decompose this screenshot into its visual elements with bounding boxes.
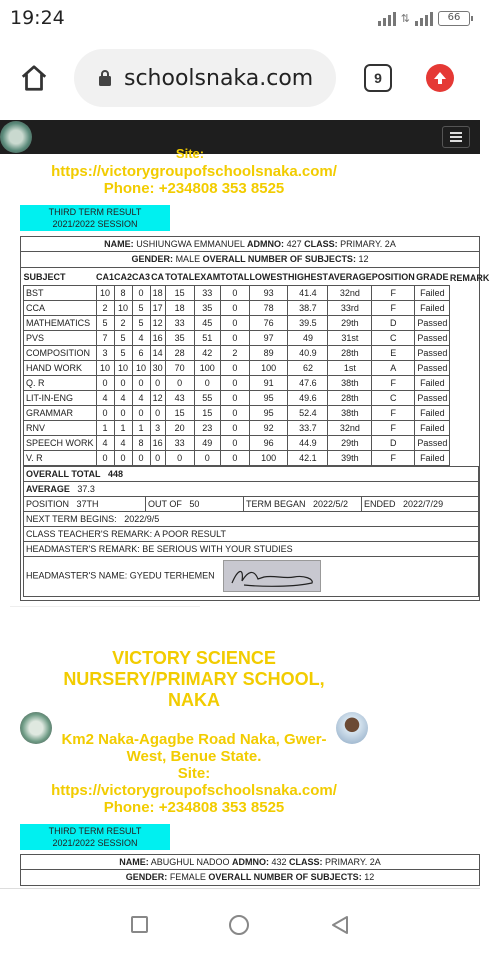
table-cell: GRAMMAR	[24, 405, 97, 420]
table-cell: 44.9	[288, 435, 328, 450]
class-value-2: PRIMARY. 2A	[325, 857, 381, 867]
session-label: 2021/2022 SESSION	[52, 219, 138, 229]
column-header: HIGHEST	[287, 272, 328, 283]
table-cell: 1st	[328, 360, 372, 375]
column-header: EXAM	[194, 272, 221, 283]
table-cell: Failed	[415, 285, 450, 300]
column-header: POSITION	[371, 272, 415, 283]
column-header: TOTAL	[165, 272, 195, 283]
table-cell: 0	[220, 300, 249, 315]
table-cell: 76	[249, 315, 288, 330]
position-cell: POSITION 37TH	[24, 496, 146, 511]
system-nav-bar	[0, 888, 480, 960]
table-cell: 28th	[328, 390, 372, 405]
table-cell: 33	[165, 315, 194, 330]
table-cell: Failed	[415, 450, 450, 465]
overall-total: 448	[108, 468, 124, 479]
table-cell: 0	[220, 315, 249, 330]
overall-total-row: OVERALL TOTAL 448	[24, 466, 479, 481]
table-cell: 35	[194, 300, 220, 315]
table-cell: 0	[194, 375, 220, 390]
table-cell: 0	[132, 405, 150, 420]
table-cell: D	[372, 435, 415, 450]
table-cell: HAND WORK	[24, 360, 97, 375]
column-header: AVERAGE	[327, 272, 372, 283]
table-cell: 49.6	[288, 390, 328, 405]
table-cell: 55	[194, 390, 220, 405]
term-label-2: THIRD TERM RESULT	[48, 826, 142, 836]
table-cell: 14	[150, 345, 165, 360]
table-cell: 62	[288, 360, 328, 375]
term-began-cell: TERM BEGAN 2022/5/2	[244, 496, 362, 511]
home-icon	[19, 63, 49, 93]
table-cell: 39.5	[288, 315, 328, 330]
table-cell: 1	[132, 420, 150, 435]
table-cell: 15	[165, 285, 194, 300]
gender-row-2: GENDER: FEMALE OVERALL NUMBER OF SUBJECTS: 12	[20, 870, 480, 886]
table-cell: 39th	[328, 450, 372, 465]
table-cell: 4	[132, 390, 150, 405]
table-cell: 38.7	[288, 300, 328, 315]
table-row	[24, 330, 490, 345]
lock-icon	[98, 69, 112, 87]
column-header: TOTAL	[220, 272, 250, 283]
table-row	[24, 300, 490, 315]
menu-button[interactable]	[442, 126, 470, 148]
column-header: SUBJECT	[23, 272, 66, 283]
table-cell: 95	[249, 405, 288, 420]
table-cell: 4	[114, 435, 132, 450]
site-label: Site:	[175, 146, 205, 161]
table-cell: 0	[96, 375, 114, 390]
term-box-2	[20, 824, 170, 850]
table-cell: 10	[132, 360, 150, 375]
school-address: Km2 Naka-Agagbe Road Naka, Gwer- West, Benue State.	[61, 731, 327, 765]
table-cell: 8	[132, 435, 150, 450]
table-cell: 93	[249, 285, 288, 300]
gender-value-2: FEMALE	[169, 872, 206, 882]
table-cell: 0	[220, 375, 249, 390]
table-cell: 92	[249, 420, 288, 435]
table-cell: SPEECH WORK	[24, 435, 97, 450]
headmaster-name: HEADMASTER'S NAME: GYEDU TERHEMEN	[26, 570, 215, 581]
table-cell: F	[372, 300, 415, 315]
data-arrows-icon: ⇅	[400, 11, 410, 25]
table-cell: 1	[96, 420, 114, 435]
student-info-row: NAME: USHIUNGWA EMMANUEL ADMNO: 427 CLASS: PRIMARY. 2A	[20, 236, 480, 252]
table-cell: 5	[114, 330, 132, 345]
table-cell: 47.6	[288, 375, 328, 390]
admission-number-2: 432	[271, 857, 287, 867]
table-cell: 0	[150, 450, 165, 465]
back-button[interactable]	[330, 915, 350, 935]
table-cell: F	[372, 420, 415, 435]
table-cell: 10	[114, 300, 132, 315]
table-cell: 15	[194, 405, 220, 420]
table-row	[24, 450, 490, 465]
signal-icon	[378, 10, 396, 26]
table-cell: 43	[165, 390, 194, 405]
subjects-count-2: 12	[364, 872, 375, 882]
home-nav-button[interactable]	[229, 915, 249, 935]
table-cell: 0	[220, 330, 249, 345]
table-cell: 97	[249, 330, 288, 345]
out-of-value: 50	[189, 498, 200, 509]
table-cell: 3	[150, 420, 165, 435]
table-cell: 42.1	[288, 450, 328, 465]
table-cell: 2	[114, 315, 132, 330]
table-row	[24, 315, 490, 330]
table-row	[24, 285, 490, 300]
url-bar[interactable]	[74, 49, 336, 107]
table-cell: 78	[249, 300, 288, 315]
table-cell: 4	[132, 330, 150, 345]
table-cell: A	[372, 360, 415, 375]
table-cell: 49	[288, 330, 328, 345]
table-row	[24, 390, 490, 405]
gender-value: MALE	[175, 254, 201, 264]
table-cell: CCA	[24, 300, 97, 315]
summary-table	[23, 466, 479, 597]
position-value: 37TH	[76, 498, 99, 509]
table-cell: 0	[114, 450, 132, 465]
table-cell: 0	[220, 435, 249, 450]
phone: Phone: +234808 353 8525	[103, 180, 285, 197]
table-cell: 3	[96, 345, 114, 360]
table-cell: F	[372, 375, 415, 390]
table-cell: Failed	[415, 375, 450, 390]
table-cell: Passed	[415, 330, 450, 345]
table-cell: 16	[150, 330, 165, 345]
table-cell: 20	[165, 420, 194, 435]
table-cell: 2	[220, 345, 249, 360]
table-cell: Failed	[415, 420, 450, 435]
gender-row: GENDER: MALE OVERALL NUMBER OF SUBJECTS: 12	[20, 252, 480, 268]
table-cell: 0	[220, 405, 249, 420]
table-cell: 0	[194, 450, 220, 465]
table-cell: 10	[96, 360, 114, 375]
table-cell: 0	[220, 360, 249, 375]
table-cell: 0	[220, 450, 249, 465]
table-cell: Failed	[415, 405, 450, 420]
site-label-2: Site:	[177, 765, 211, 782]
table-cell: Failed	[415, 300, 450, 315]
table-cell: 23	[194, 420, 220, 435]
status-time: 19:24	[10, 7, 65, 29]
table-cell: 29th	[328, 435, 372, 450]
table-cell: 100	[194, 360, 220, 375]
table-cell: 8	[114, 285, 132, 300]
table-cell: 17	[150, 300, 165, 315]
table-cell: 15	[165, 405, 194, 420]
table-cell: Passed	[415, 345, 450, 360]
column-header: CA1	[96, 272, 115, 283]
status-icons	[378, 10, 470, 26]
table-cell: 18	[165, 300, 194, 315]
table-cell: 42	[194, 345, 220, 360]
table-cell: 28th	[328, 345, 372, 360]
result-card	[20, 236, 490, 601]
table-cell: 0	[132, 375, 150, 390]
column-header: REMARK	[449, 272, 490, 283]
table-cell: 0	[165, 375, 194, 390]
table-cell: 100	[249, 450, 288, 465]
table-cell: MATHEMATICS	[24, 315, 97, 330]
table-cell: 32nd	[328, 420, 372, 435]
table-row	[24, 375, 490, 390]
headmaster-remark: HEADMASTER'S REMARK: BE SERIOUS WITH YOUR STUDIES	[24, 541, 479, 556]
table-cell: 0	[132, 285, 150, 300]
table-cell: 18	[150, 285, 165, 300]
results-table	[23, 270, 490, 466]
table-cell: 0	[132, 450, 150, 465]
school-name: VICTORY SCIENCE NURSERY/PRIMARY SCHOOL, NAKA	[63, 648, 325, 710]
table-cell: 30	[150, 360, 165, 375]
table-cell: 4	[96, 435, 114, 450]
table-cell: 12	[150, 315, 165, 330]
table-cell: 52.4	[288, 405, 328, 420]
table-row	[24, 360, 490, 375]
update-button[interactable]	[426, 64, 454, 92]
site-url-2[interactable]: https://victorygroupofschoolsnaka.com/	[51, 782, 337, 799]
table-cell: 0	[114, 375, 132, 390]
table-cell: 33.7	[288, 420, 328, 435]
table-cell: 70	[165, 360, 194, 375]
table-cell: 6	[132, 345, 150, 360]
table-cell: 91	[249, 375, 288, 390]
table-cell: 32nd	[328, 285, 372, 300]
ended-value: 2022/7/29	[403, 498, 444, 509]
session-label-2: 2021/2022 SESSION	[52, 838, 138, 848]
table-cell: 4	[96, 390, 114, 405]
table-cell: 29th	[328, 315, 372, 330]
table-cell: F	[372, 285, 415, 300]
signal-icon-2	[415, 10, 433, 26]
home-button[interactable]	[14, 58, 54, 98]
table-cell: 0	[114, 405, 132, 420]
table-cell: BST	[24, 285, 97, 300]
table-cell: 10	[96, 285, 114, 300]
table-cell: LIT-IN-ENG	[24, 390, 97, 405]
table-cell: 16	[150, 435, 165, 450]
table-cell: 0	[96, 405, 114, 420]
table-cell: Passed	[415, 315, 450, 330]
url-text: schoolsnaka.com	[124, 65, 314, 91]
table-row	[24, 345, 490, 360]
table-cell: 89	[249, 345, 288, 360]
average-row: AVERAGE 37.3	[24, 481, 479, 496]
student-name: USHIUNGWA EMMANUEL	[136, 239, 245, 249]
column-header: GRADE	[416, 272, 449, 283]
student-name-2: ABUGHUL NADOO	[150, 857, 230, 867]
table-header	[24, 270, 490, 285]
table-cell: 0	[220, 390, 249, 405]
page-content	[0, 146, 490, 888]
headmaster-name-row	[24, 556, 479, 596]
table-cell: 0	[165, 450, 194, 465]
term-label: THIRD TERM RESULT	[48, 207, 142, 217]
table-cell: 5	[132, 300, 150, 315]
table-cell: Passed	[415, 435, 450, 450]
table-cell: RNV	[24, 420, 97, 435]
table-cell: 2	[96, 300, 114, 315]
table-cell: 96	[249, 435, 288, 450]
table-cell: 38th	[328, 375, 372, 390]
column-header: LOWEST	[249, 272, 288, 283]
column-header: CA3	[132, 272, 151, 283]
table-cell: 0	[150, 375, 165, 390]
table-cell: 41.4	[288, 285, 328, 300]
table-cell: 38th	[328, 405, 372, 420]
table-cell: 28	[165, 345, 194, 360]
arrow-up-icon	[432, 70, 448, 86]
site-url[interactable]: https://victorygroupofschoolsnaka.com/	[51, 163, 337, 180]
browser-toolbar	[0, 36, 480, 120]
signature-image	[223, 560, 321, 592]
table-cell: 35	[165, 330, 194, 345]
table-cell: D	[372, 315, 415, 330]
ended-cell: ENDED 2022/7/29	[362, 496, 479, 511]
table-cell: Passed	[415, 360, 450, 375]
table-cell: 33	[194, 285, 220, 300]
table-cell: 0	[96, 450, 114, 465]
class-value: PRIMARY. 2A	[340, 239, 396, 249]
table-cell: 33	[165, 435, 194, 450]
table-cell: 12	[150, 390, 165, 405]
table-cell: 0	[220, 285, 249, 300]
table-row	[24, 420, 490, 435]
table-cell: PVS	[24, 330, 97, 345]
table-cell: 0	[150, 405, 165, 420]
table-cell: 51	[194, 330, 220, 345]
phone-2: Phone: +234808 353 8525	[103, 799, 285, 816]
next-term-row: NEXT TERM BEGINS: 2022/9/5	[24, 511, 479, 526]
term-began-value: 2022/5/2	[313, 498, 349, 509]
recents-button[interactable]	[131, 916, 148, 933]
table-cell: 1	[114, 420, 132, 435]
table-cell: 0	[220, 420, 249, 435]
table-cell: F	[372, 450, 415, 465]
table-cell: 5	[132, 315, 150, 330]
table-cell: F	[372, 405, 415, 420]
table-cell: 33rd	[328, 300, 372, 315]
table-cell: 31st	[328, 330, 372, 345]
table-cell: Passed	[415, 390, 450, 405]
table-row	[24, 435, 490, 450]
column-header: CA2	[114, 272, 133, 283]
subjects-count: 12	[358, 254, 369, 264]
table-cell: 49	[194, 435, 220, 450]
out-of-cell: OUT OF 50	[146, 496, 244, 511]
table-cell: 45	[194, 315, 220, 330]
table-cell: E	[372, 345, 415, 360]
column-header: CA	[151, 272, 165, 283]
next-term-value: 2022/9/5	[124, 513, 160, 524]
table-cell: 95	[249, 390, 288, 405]
table-row	[24, 405, 490, 420]
average-value: 37.3	[77, 483, 95, 494]
table-cell: 5	[96, 315, 114, 330]
table-cell: 4	[114, 390, 132, 405]
admission-number: 427	[286, 239, 302, 249]
table-cell: 7	[96, 330, 114, 345]
table-cell: V. R	[24, 450, 97, 465]
table-cell: C	[372, 330, 415, 345]
tab-switcher-button[interactable]: 9	[364, 64, 392, 92]
student-info-row-2: NAME: ABUGHUL NADOO ADMNO: 432 CLASS: PRIMARY. 2A	[20, 854, 480, 870]
class-teacher-remark: CLASS TEACHER'S REMARK: A POOR RESULT	[24, 526, 479, 541]
table-cell: 100	[249, 360, 288, 375]
table-cell: COMPOSITION	[24, 345, 97, 360]
table-cell: C	[372, 390, 415, 405]
table-cell: Q. R	[24, 375, 97, 390]
table-cell: 10	[114, 360, 132, 375]
table-cell: 5	[114, 345, 132, 360]
result-card-2	[20, 854, 480, 886]
status-bar	[0, 0, 480, 36]
battery-icon: 66	[438, 11, 470, 26]
table-cell: 40.9	[288, 345, 328, 360]
term-box	[20, 205, 170, 231]
